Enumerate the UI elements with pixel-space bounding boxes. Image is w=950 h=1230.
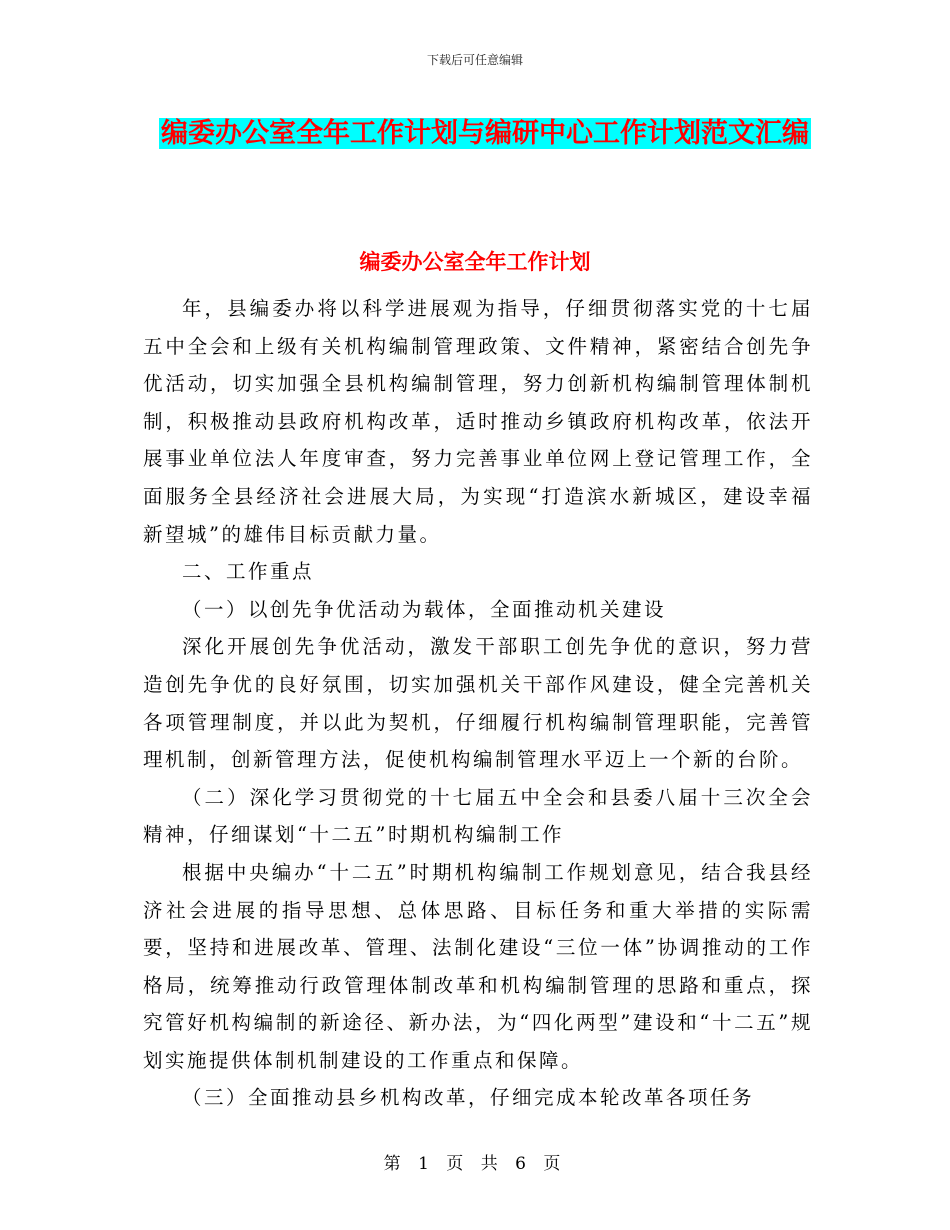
document-title: [140, 108, 830, 160]
document-body: [143, 290, 813, 1117]
subheading-3: （三）全面推动县乡机构改革，仔细完成本轮改革各项任务: [182, 1086, 755, 1110]
heading-work-focus: 二、工作重点: [182, 560, 315, 584]
paragraph-2: 根据中央编办“十二五”时期机构编制工作规划意见，结合我县经济社会进展的指导思想、总体思路、目标任务和重大举措的实际需要，坚持和进展改革、管理、法制化建设“三位一体”协调推动的工作格局，统筹推动行政管理体制改革和机构编制管理的思路和重点，探究管好机构编制的新途径、新办法，为“四化两型”建设和“十二五”规划实施提供体制机制建设的工作重点和保障。: [143, 860, 813, 1072]
section-title: 编委办公室全年工作计划: [359, 249, 591, 274]
page-header-note: 下载后可任意编辑: [426, 53, 523, 67]
document-title-text: 编委办公室全年工作计划与编研中心工作计划范文汇编: [161, 118, 809, 149]
paragraph-intro: 年，县编委办将以科学进展观为指导，仔细贯彻落实党的十七届五中全会和上级有关机构编制管理政策、文件精神，紧密结合创先争优活动，切实加强全县机构编制管理，努力创新机构编制管理体制机制，积极推动县政府机构改革，适时推动乡镇政府机构改革，依法开展事业单位法人年度审查，努力完善事业单位网上登记管理工作，全面服务全县经济社会进展大局，为实现“打造滨水新城区，建设幸福新望城”的雄伟目标贡献力量。: [143, 297, 813, 546]
page-number: 第 1 页 共 6 页: [383, 1154, 567, 1174]
subheading-2: （二）深化学习贯彻党的十七届五中全会和县委八届十三次全会精神，仔细谋划“十二五”时期机构编制工作: [143, 785, 813, 847]
paragraph-1: 深化开展创先争优活动，激发干部职工创先争优的意识，努力营造创先争优的良好氛围，切实加强机关干部作风建设，健全完善机关各项管理制度，并以此为契机，仔细履行机构编制管理职能，完善管理机制，创新管理方法，促使机构编制管理水平迈上一个新的台阶。: [143, 635, 813, 772]
subheading-1: （一）以创先争优活动为载体，全面推动机关建设: [182, 597, 667, 621]
